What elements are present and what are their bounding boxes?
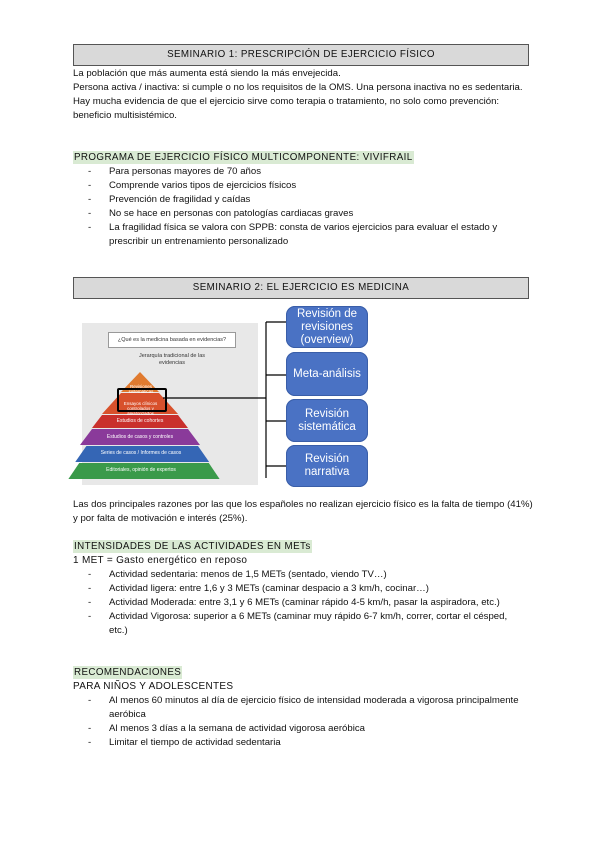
met-definition: 1 MET = Gasto energético en reposo (73, 555, 248, 566)
tier-label: Revisiones sistemáticas (128, 384, 154, 394)
list-item: - Actividad sedentaria: menos de 1,5 METs (sentado, viendo TV…) (88, 568, 528, 582)
list-item: - Comprende varios tipos de ejercicios físicos (88, 179, 528, 193)
recommendations-list (88, 694, 528, 750)
recommendations-subheading: PARA NIÑOS Y ADOLESCENTES (73, 681, 234, 692)
seminar2-title: SEMINARIO 2: EL EJERCICIO ES MEDICINA (192, 282, 410, 293)
list-item: - Al menos 3 días a la semana de actividad vigorosa aeróbica (88, 722, 528, 736)
tier-label: Ensayos clínicos controlados y aleatorizados (123, 401, 158, 416)
list-item: - Limitar el tiempo de actividad sedentaria (88, 736, 528, 750)
list-item: - Prevención de fragilidad y caídas (88, 193, 528, 207)
pill-narrative-review: Revisión narrativa (286, 445, 368, 487)
pill-systematic-review: Revisión sistemática (286, 399, 368, 442)
paragraph: Hay mucha evidencia de que el ejercicio sirve como terapia o tratamiento, no solo como prevención: beneficio multisistémico. (73, 96, 500, 121)
paragraph: La población que más aumenta está siendo la más envejecida. (73, 68, 341, 79)
list-item: - Actividad ligera: entre 1,6 y 3 METs (caminar despacio a 3 km/h, cocinar…) (88, 582, 528, 596)
tier-label: Estudios de casos y controles (106, 434, 174, 440)
mets-heading: INTENSIDADES DE LAS ACTIVIDADES EN METs (74, 541, 311, 552)
program-heading: PROGRAMA DE EJERCICIO FÍSICO MULTICOMPONENTE: VIVIFRAIL (74, 152, 413, 163)
list-item: - Al menos 60 minutos al día de ejercicio físico de intensidad moderada a vigorosa principalmente aeróbica (88, 694, 528, 722)
figure-caption: Jerarquía tradicional de las evidencias (138, 353, 206, 366)
tier-label: Estudios de cohortes (116, 418, 164, 424)
seminar2-paragraph: Las dos principales razones por las que los españoles no realizan ejercicio físico es la falta de tiempo (41%) y por falta de motivación e interés (25%). (73, 499, 533, 524)
tier-label: Editoriales, opinión de expertos (106, 467, 176, 473)
mets-list (88, 568, 528, 638)
pill-overview: Revisión de revisiones (overview) (286, 306, 368, 348)
seminar1-title: SEMINARIO 1: PRESCRIPCIÓN DE EJERCICIO FÍSICO (167, 49, 435, 60)
list-item: - Actividad Moderada: entre 3,1 y 6 METs (caminar rápido 4-5 km/h, pasar la aspiradora, etc.) (88, 596, 528, 610)
list-item: - Para personas mayores de 70 años (88, 165, 528, 179)
list-item: - La fragilidad física se valora con SPPB: consta de varios ejercicios para evaluar el estado y prescribir un entrenamiento personalizado (88, 221, 528, 249)
tier-label: Series de casos / Informes de casos (100, 450, 182, 456)
paragraph: Persona activa / inactiva: si cumple o no los requisitos de la OMS. Una persona inactiva no es sedentaria. (73, 82, 523, 93)
recommendations-heading: RECOMENDACIONES (74, 667, 182, 678)
pill-meta-analysis: Meta-análisis (286, 352, 368, 396)
list-item: - No se hace en personas con patologías cardiacas graves (88, 207, 528, 221)
highlight-box (117, 388, 167, 412)
figure-question: ¿Qué es la medicina basada en evidencias? (108, 332, 236, 348)
list-item: - Actividad Vigorosa: superior a 6 METs (caminar muy rápido 6-7 km/h, correr, cortar el césped, etc.) (88, 610, 528, 638)
